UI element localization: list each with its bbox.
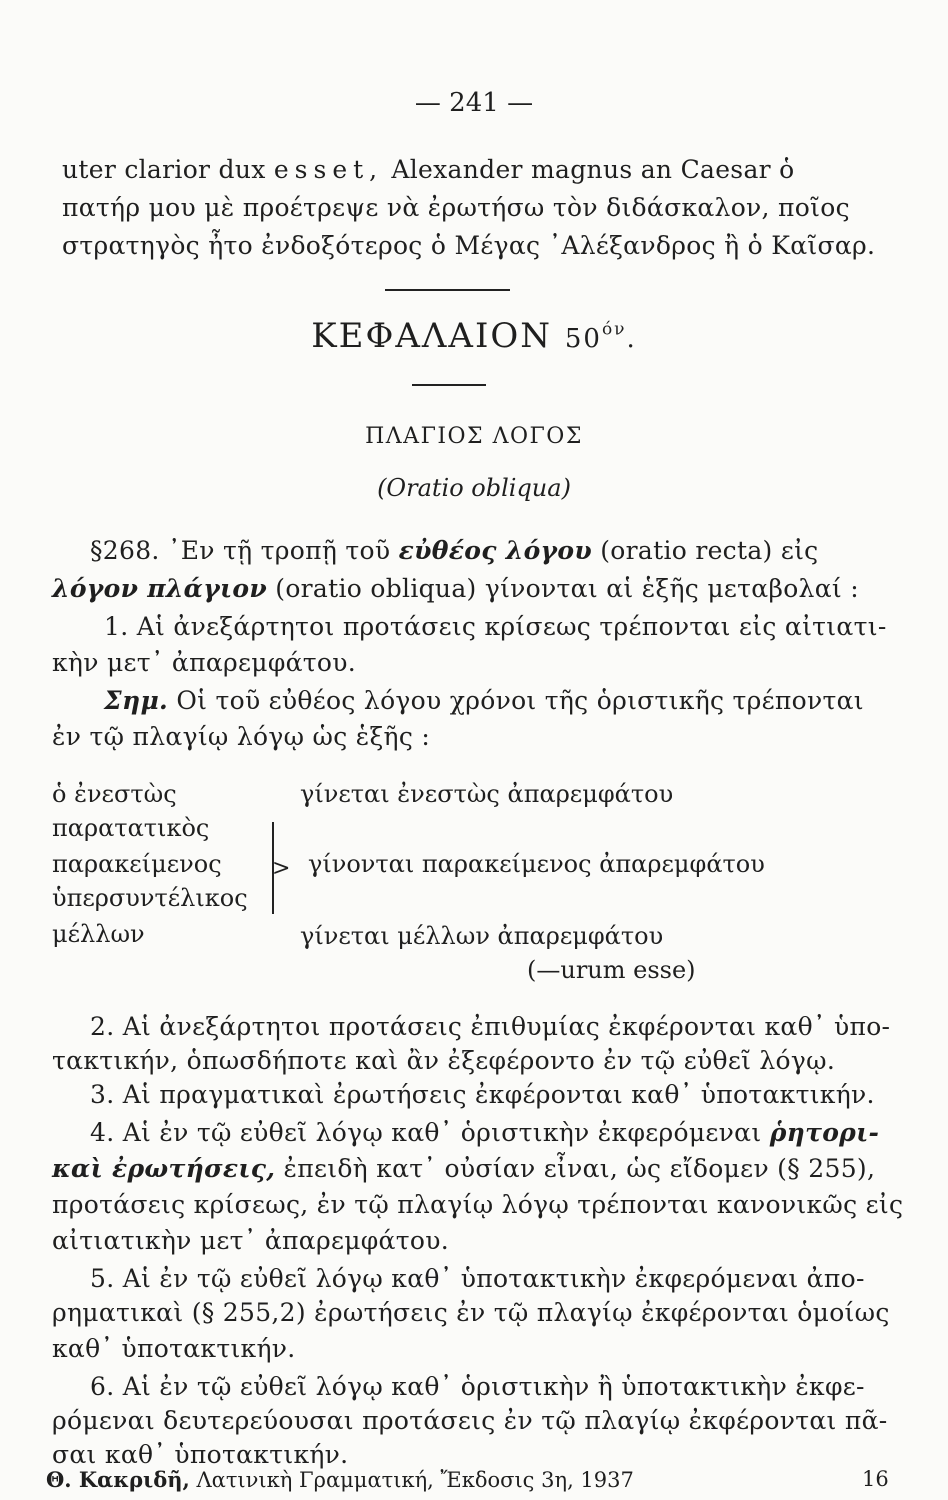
item-2-line-2: τακτικήν, ὁπωσδήποτε καὶ ἂν ἐξεφέροντο ἐν τῷ εὐθεῖ λόγῳ.	[52, 1046, 836, 1075]
chapter-end: .	[626, 324, 637, 354]
item-4-line-2	[52, 1154, 875, 1183]
intro-line-1	[62, 155, 795, 184]
para-268-l2b: (oratio obliqua) γίνονται αἱ ἑξῆς μεταβολαί :	[275, 574, 859, 603]
item-6-line-3: σαι καθ᾿ ὑποτακτικήν.	[52, 1440, 349, 1469]
tense-right-1: γίνεται ἐνεστὼς ἀπαρεμφάτου	[300, 780, 674, 808]
divider-bottom	[412, 384, 486, 386]
tense-left-3: παρακείμενος	[52, 850, 222, 878]
tense-left-5: μέλλων	[52, 920, 145, 948]
para-268-bold-2: λόγον πλάγιον	[52, 574, 268, 603]
item-3-line-1: 3. Αἱ πραγματικαὶ ἐρωτήσεις ἐκφέρονται καθ᾿ ὑποτακτικήν.	[90, 1080, 875, 1109]
item-2-line-1: 2. Αἱ ἀνεξάρτητοι προτάσεις ἐπιθυμίας ἐκφέρονται καθ᾿ ὑπο-	[90, 1012, 891, 1041]
tense-left-2: παρατατικὸς	[52, 814, 210, 842]
intro-line-1-spaced: esset,	[273, 155, 384, 184]
item-4-line-1	[90, 1118, 879, 1147]
item-4-line-3: προτάσεις κρίσεως, ἐν τῷ πλαγίῳ λόγῳ τρέπονται κανονικῶς εἰς	[52, 1190, 904, 1219]
divider-top	[385, 289, 510, 291]
para-268-line-2	[52, 574, 859, 603]
item-4-l1a: 4. Αἱ ἐν τῷ εὐθεῖ λόγῳ καθ᾿ ὁριστικὴν ἐκφερόμεναι	[90, 1118, 762, 1147]
footer	[46, 1467, 634, 1492]
tense-left-4: ὑπερσυντέλικος	[52, 884, 248, 912]
chapter-number: 50	[564, 324, 602, 354]
note-line-1	[104, 686, 864, 715]
footer-author: Θ. Κακριδῆ,	[46, 1467, 190, 1492]
intro-line-1a: uter clarior dux	[62, 155, 266, 184]
para-268-l1b: (oratio recta) εἰς	[600, 536, 819, 565]
para-268-line-1	[90, 536, 819, 565]
item-5-line-1: 5. Αἱ ἐν τῷ εὐθεῖ λόγῳ καθ᾿ ὑποτακτικὴν ἐκφερόμεναι ἀπο-	[90, 1264, 865, 1293]
intro-line-1b: Alexander magnus an Caesar ὁ	[391, 155, 795, 184]
note-line-2: ἐν τῷ πλαγίῳ λόγῳ ὡς ἑξῆς :	[52, 722, 431, 751]
para-268-l1a: §268. ᾿Εν τῇ τροπῇ τοῦ	[90, 536, 391, 565]
tense-right-2: γίνονται παρακείμενος ἀπαρεμφάτου	[308, 850, 765, 878]
item-6-line-2: ρόμεναι δευτερεύουσαι προτάσεις ἐν τῷ πλαγίῳ ἐκφέρονται πᾶ-	[52, 1406, 888, 1435]
intro-line-3: στρατηγὸς ἦτο ἐνδοξότερος ὁ Μέγας ᾿Αλέξανδρος ἢ ὁ Καῖσαρ.	[62, 231, 876, 260]
chapter-suffix: όν	[601, 319, 627, 340]
footer-sheet: 16	[862, 1467, 889, 1491]
tense-left-1: ὁ ἐνεστὼς	[52, 780, 177, 808]
item-1-line-2: κὴν μετ᾿ ἀπαρεμφάτου.	[52, 648, 357, 677]
note-label: Σημ.	[104, 686, 169, 715]
note-text-1: Οἱ τοῦ εὐθέος λόγου χρόνοι τῆς ὁριστικῆς τρέπονται	[176, 686, 864, 715]
intro-line-2: πατήρ μου μὲ προέτρεψε νὰ ἐρωτήσω τὸν διδάσκαλον, ποῖος	[62, 193, 850, 222]
section-latin: (Oratio obliqua)	[377, 474, 571, 502]
tense-right-3: γίνεται μέλλων ἀπαρεμφάτου	[300, 922, 664, 950]
brace-point: >	[272, 856, 291, 881]
page-number: — 241 —	[414, 88, 534, 118]
para-268-bold-1: εὐθέος λόγου	[398, 536, 592, 565]
item-4-line-4: αἰτιατικὴν μετ᾿ ἀπαρεμφάτου.	[52, 1226, 449, 1255]
item-5-line-2: ρηματικαὶ (§ 255,2) ἐρωτήσεις ἐν τῷ πλαγίῳ ἐκφέρονται ὁμοίως	[52, 1298, 890, 1327]
item-4-bold-1: ῥητορι-	[769, 1118, 880, 1147]
item-4-l2b: ἐπειδὴ κατ᾿ οὐσίαν εἶναι, ὡς εἴδομεν (§ 255),	[283, 1154, 876, 1183]
item-4-bold-2: καὶ ἐρωτήσεις,	[52, 1154, 276, 1183]
chapter-title: ΚΕΦΑΛΑΙΟΝ	[311, 316, 553, 356]
section-title: ΠΛΑΓΙΟΣ ΛΟΓΟΣ	[365, 424, 583, 449]
tense-right-4: (—urum esse)	[527, 956, 696, 984]
item-5-line-3: καθ᾿ ὑποτακτικήν.	[52, 1334, 296, 1363]
item-1-line-1: 1. Αἱ ἀνεξάρτητοι προτάσεις κρίσεως τρέπονται εἰς αἰτιατι-	[104, 612, 887, 641]
footer-book: Λατινικὴ Γραμματική, Ἔκδοσις 3η, 1937	[196, 1468, 634, 1492]
chapter-heading	[0, 316, 948, 356]
item-6-line-1: 6. Αἱ ἐν τῷ εὐθεῖ λόγῳ καθ᾿ ὁριστικὴν ἢ ὑποτακτικὴν ἐκφε-	[90, 1372, 865, 1401]
